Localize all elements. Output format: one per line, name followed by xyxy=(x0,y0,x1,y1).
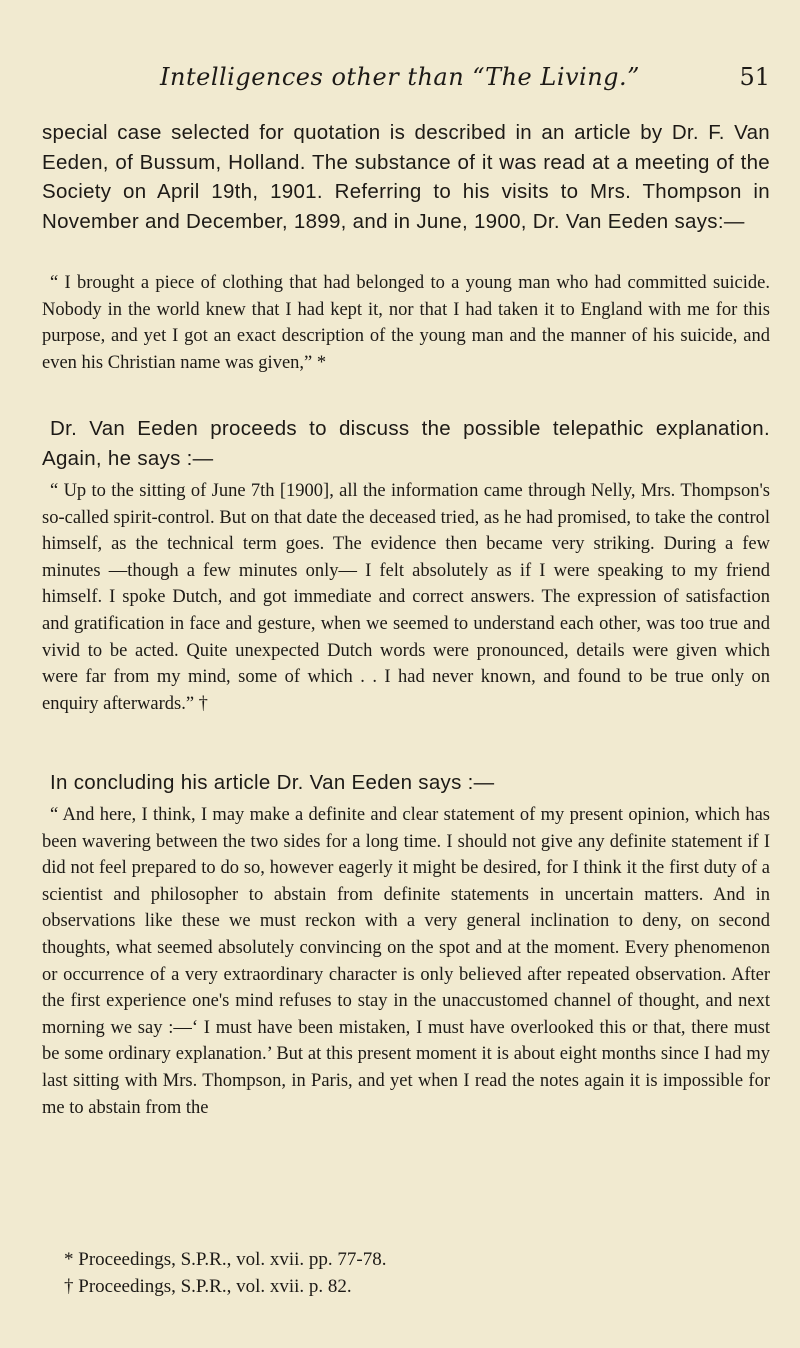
running-title: Intelligences other than “The Living.” xyxy=(160,63,640,91)
footnote-asterisk: * Proceedings, S.P.R., vol. xvii. pp. 77-78. xyxy=(64,1249,387,1270)
page-number: 51 xyxy=(739,63,770,91)
paragraph-telepathic: Dr. Van Eeden proceeds to discuss the possible telepathic explanation. Again, he says :— xyxy=(42,417,770,470)
footnotes xyxy=(64,1246,764,1300)
quotation-clothing: “ I brought a piece of clothing that had belonged to a young man who had committed suicide. Nobody in the world knew that I had kept it, nor that I had taken it to England with me for this purpose, and yet I got an exact description of the young man and the manner of his suicide, and even his Christian name was given,” * xyxy=(42,273,770,373)
footnote-dagger: † Proceedings, S.P.R., vol. xvii. p. 82. xyxy=(64,1276,352,1297)
paragraph-intro: special case selected for quotation is described in an article by Dr. F. Van Eeden, of Bussum, Holland. The substance of it was read at a meeting of the Society on April 19th, 1901. Referring to his visits to Mrs. Thompson in November and December, 1899, and in June, 1900, Dr. Van Eeden says:— xyxy=(42,121,770,233)
page-header xyxy=(0,63,800,103)
quotation-sitting: “ Up to the sitting of June 7th [1900], all the information came through Nelly, Mrs. Thompson's so-called spirit-control. But on that date the deceased tried, as he had promised, to take the control himself, as the technical term goes. The evidence then became very striking. During a few minutes —though a few minutes only— I felt absolutely as if I were speaking to my friend himself. I spoke Dutch, and got immediate and correct answers. The expression of satisfaction and gratification in face and gesture, when we seemed to understand each other, was too true and vivid to be acted. Quite unexpected Dutch words were pronounced, details were given which were far from my mind, some of which . . I had never known, and found to be true only on enquiry afterwards.” † xyxy=(42,481,770,714)
paragraph-concluding: In concluding his article Dr. Van Eeden says :— xyxy=(50,771,495,794)
quotation-statement: “ And here, I think, I may make a definite and clear statement of my present opinion, which has been wavering between the two sides for a long time. I should not give any definite statement if I did not feel prepared to do so, however eagerly it might be desired, for I think it the first duty of a scientist and philosopher to abstain from definite statements in uncertain matters. And in observations like these we must reckon with a very general inclination to deny, on second thoughts, what seemed absolutely convincing on the spot and at the moment. Every phenomenon or occurrence of a very extraordinary character is only believed after repeated observation. After the first experience one's mind refuses to stay in the unaccustomed channel of thought, and next morning we say :—‘ I must have been mistaken, I must have overlooked this or that, there must be some ordinary explanation.’ But at this present moment it is about eight months since I had my last sitting with Mrs. Thompson, in Paris, and yet when I read the notes again it is impossible for me to abstain from the xyxy=(42,805,770,1118)
